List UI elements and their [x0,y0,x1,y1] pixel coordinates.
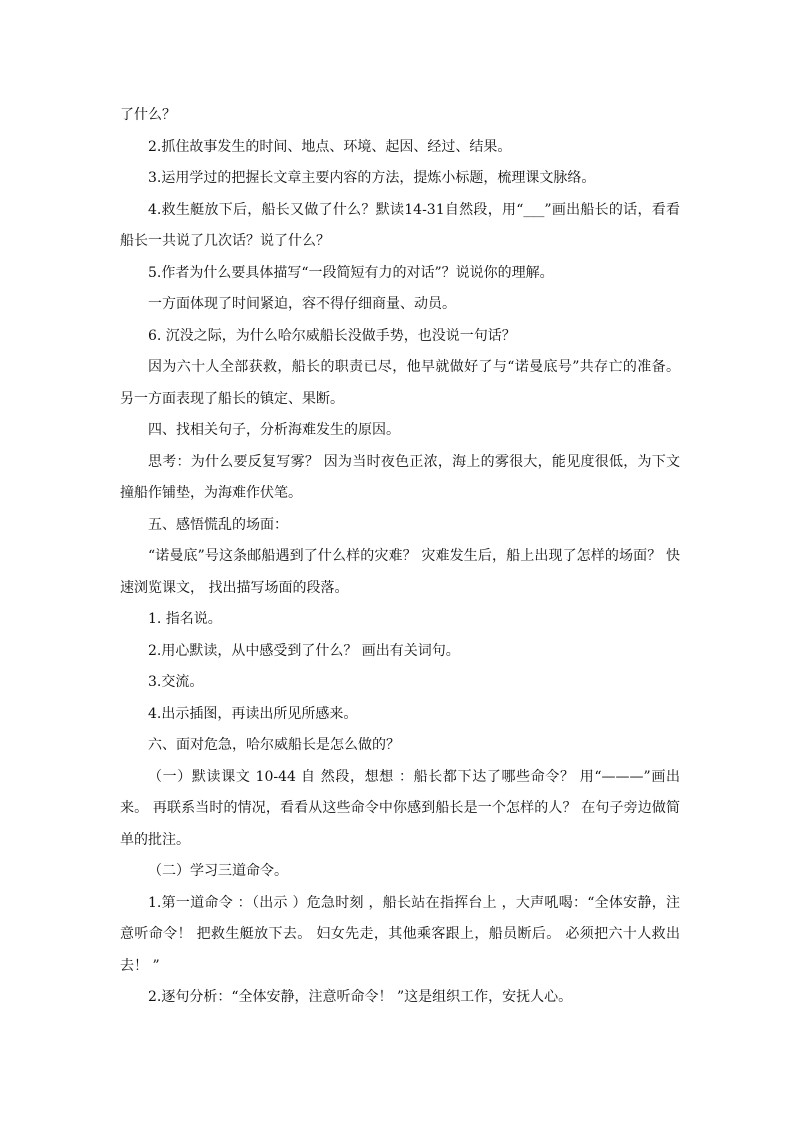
paragraph-14: 2.用心默读，从中感受到了什么？ 画出有关词句。 [148,642,460,659]
document-page [120,100,680,1014]
section-heading-4: 四、找相关句子，分析海难发生的原因。 [148,422,400,438]
paragraph-5: 5.作者为什么要具体描写“一段简短有力的对话”？说说你的理解。 [148,264,554,281]
paragraph-16: 4.出示插图，再读出所见所感来。 [148,705,358,722]
paragraph-1: 了什么？ [120,107,176,123]
paragraph-2: 2.抓住故事发生的时间、地点、环境、起因、经过、结果。 [148,138,512,155]
paragraph-8: 因为六十人全部获救，船长的职责已尽，他早就做好了与“诺曼底号”共存亡的准备。另一方面表现了船长的镇定、果断。 [120,359,680,407]
paragraph-18: （一）默读课文 10-44 自 然段，想想 ：船长都下达了哪些命令？ 用“———”画出来。 再联系当时的情况，看看从这些命令中你感到船长是一个怎样的人？ 在句子旁边做简单的批注。 [120,768,680,848]
section-heading-6: 六、面对危急，哈尔威船长是怎么做的？ [148,737,400,753]
paragraph-13: 1. 指名说。 [148,611,222,627]
paragraph-12: “诺曼底”号这条邮船遇到了什么样的灾难？ 灾难发生后，船上出现了怎样的场面？ 快速浏览课文， 找出描写场面的段落。 [120,548,680,596]
paragraph-4: 4.救生艇放下后，船长又做了什么？默读14-31自然段，用“___”画出船长的话，看看船长一共说了几次话？说了什么？ [120,201,680,249]
paragraph-19: （二）学习三道命令。 [148,863,288,879]
paragraph-20: 1.第一道命令 ：（出示 ）危急时刻 ，船长站在指挥台上 ，大声吼喝：“全体安静，注意听命令！ 把救生艇放下去。 妇女先走，其他乘客跟上，船员断后。 必须把六十人救出去！ ” [120,894,680,974]
paragraph-6: 一方面体现了时间紧迫，容不得仔细商量、动员。 [148,296,456,312]
paragraph-3: 3.运用学过的把握长文章主要内容的方法，提炼小标题，梳理课文脉络。 [148,170,596,186]
section-heading-5: 五、感悟慌乱的场面： [148,516,288,533]
paragraph-10: 思考：为什么要反复写雾？ 因为当时夜色正浓，海上的雾很大，能见度很低，为下文撞船作铺垫，为海难作伏笔。 [120,453,680,501]
paragraph-15: 3.交流。 [148,674,204,690]
paragraph-7: 6. 沉没之际，为什么哈尔威船长没做手势，也没说一句话？ [148,327,516,344]
paragraph-21: 2.逐句分析：“全体安静，注意听命令！ ”这是组织工作，安抚人心。 [148,989,573,1005]
